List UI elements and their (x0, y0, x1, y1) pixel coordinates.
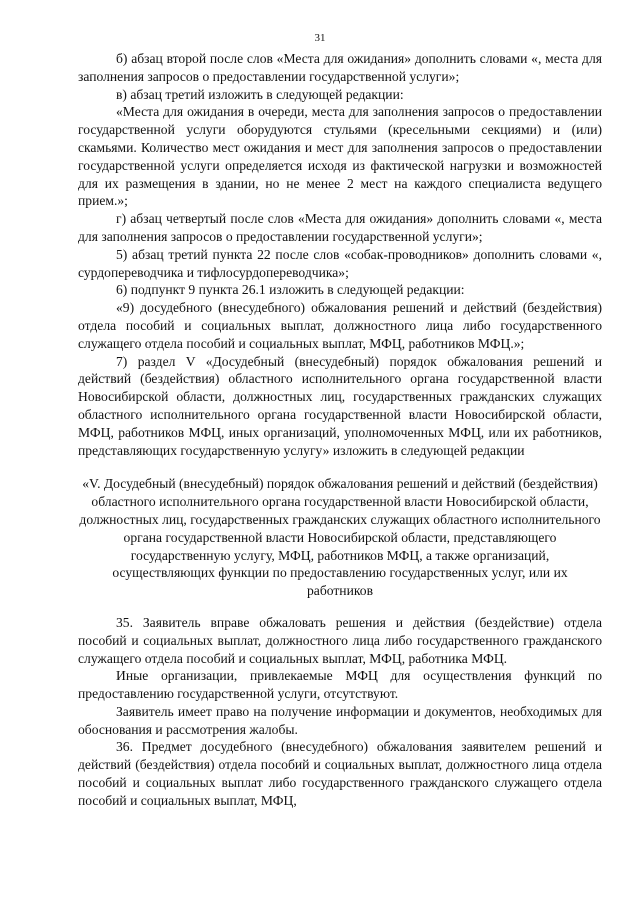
paragraph: Иные организации, привлекаемые МФЦ для осуществления функций по предоставлению государственной услуги, отсутствуют. (78, 668, 602, 702)
document-body (78, 50, 602, 810)
paragraph: в) абзац третий изложить в следующей редакции: (116, 86, 404, 102)
paragraph: 7) раздел V «Досудебный (внесудебный) порядок обжалования решений и действий (бездействия) областного исполнительного органа государственной власти Новосибирской области, должностных лиц, государственных гражданских служащих областного исполнительного органа государственной власти Новосибирской области, МФЦ, работников МФЦ, иных организаций, уполномоченных МФЦ, или их работников, представляющих государственную услугу» изложить в следующей редакции (78, 353, 602, 458)
paragraph: Заявитель имеет право на получение информации и документов, необходимых для обоснования и рассмотрения жалобы. (78, 703, 602, 737)
page-number: 31 (314, 32, 326, 44)
paragraph: б) абзац второй после слов «Места для ожидания» дополнить словами «, места для заполнения запросов о предоставлении государственной услуги»; (78, 51, 602, 84)
paragraph: г) абзац четвертый после слов «Места для ожидания» дополнить словами «, места для заполнения запросов о предоставлении государственной услуги»; (78, 211, 602, 244)
paragraph: «9) досудебного (внесудебного) обжалования решений и действий (бездействия) отдела пособий и социальных выплат, должностного лица либо государственного служащего отдела пособий и социальных выплат, МФЦ, работников МФЦ.»; (78, 300, 602, 351)
section-title-text: «V. Досудебный (внесудебный) порядок обжалования решений и действий (бездействия) областного исполнительного органа государственной власти Новосибирской области, должностных лиц, государственных гражданских служащих областного исполнительного органа государственной власти Новосибирской области, представляющего государственную услугу, МФЦ, работников МФЦ, а также организаций, осуществляющих функции по предоставлению государственных услуг, или их работников (79, 476, 601, 599)
section-title (78, 475, 602, 600)
paragraph: 5) абзац третий пункта 22 после слов «собак-проводников» дополнить словами «, сурдопереводчика и тифлосурдопереводчика»; (78, 246, 602, 280)
paragraph: 36. Предмет досудебного (внесудебного) обжалования заявителем решений и действий (бездействия) отдела пособий и социальных выплат, должностного лица отдела пособий и социальных выплат либо государственного гражданского служащего отдела пособий и социальных выплат, МФЦ, (78, 739, 602, 808)
paragraph: «Места для ожидания в очереди, места для заполнения запросов о предоставлении государственной услуги оборудуются стульями (кресельными секциями) и (или) скамьями. Количество мест ожидания и мест для заполнения запросов о предоставлении государственной услуги определяется исходя из фактической нагрузки и возможностей для их размещения в здании, но не менее 2 мест на каждого специалиста ведущего прием.»; (78, 104, 602, 209)
paragraph: 6) подпункт 9 пункта 26.1 изложить в следующей редакции: (116, 282, 465, 298)
paragraph: 35. Заявитель вправе обжаловать решения и действия (бездействие) отдела пособий и социальных выплат, должностного лица либо государственного гражданского служащего отдела пособий и социальных выплат, МФЦ, работника МФЦ. (78, 614, 602, 666)
